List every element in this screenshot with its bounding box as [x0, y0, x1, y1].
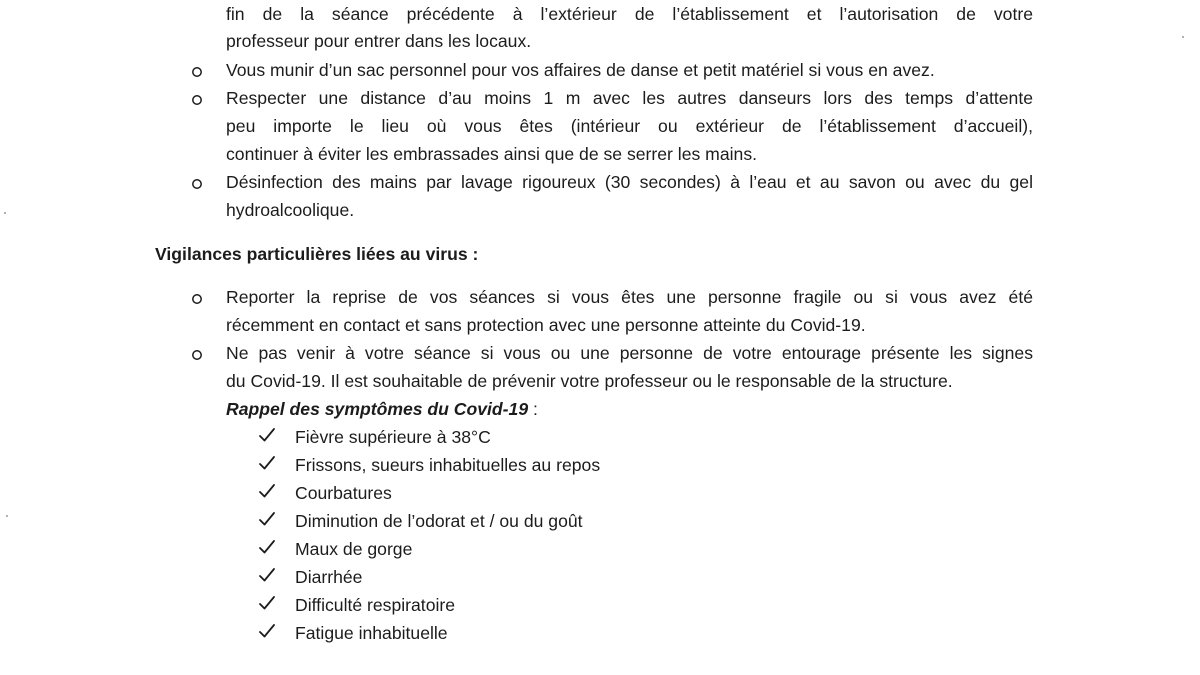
bullet-text-line: Ne pas venir à votre séance si vous ou une personne de votre entourage présente les signes	[226, 343, 1033, 363]
bullet-text-line: hydroalcoolique.	[226, 200, 355, 220]
checkmark-icon	[258, 426, 276, 444]
bullet-text-line: Vous munir d’un sac personnel pour vos affaires de danse et petit matériel si vous en avez.	[226, 60, 935, 80]
bullet-text-line: du Covid-19. Il est souhaitable de prévenir votre professeur ou le responsable de la structure.	[226, 371, 953, 391]
hollow-circle-bullet-icon	[191, 293, 203, 305]
checkmark-icon	[258, 454, 276, 472]
bullet-text-line: récemment en contact et sans protection avec une personne atteinte du Covid-19.	[226, 315, 866, 335]
bullet-text-line: Reporter la reprise de vos séances si vous êtes une personne fragile ou si vous avez été	[226, 287, 1033, 307]
intro-line-1: fin de la séance précédente à l’extérieur de l’établissement et l’autorisation de votre	[226, 4, 1033, 24]
hollow-circle-bullet-icon	[191, 66, 203, 78]
hollow-circle-bullet-icon	[191, 94, 203, 106]
bullet-text-line: Respecter une distance d’au moins 1 m avec les autres danseurs lors des temps d’attente	[226, 88, 1033, 108]
checkmark-icon	[258, 594, 276, 612]
symptom-item: Frissons, sueurs inhabituelles au repos	[295, 455, 601, 475]
symptoms-heading-title: Rappel des symptômes du Covid-19	[226, 399, 529, 419]
checkmark-icon	[258, 566, 276, 584]
symptom-item: Maux de gorge	[295, 539, 413, 559]
section-heading: Vigilances particulières liées au virus :	[155, 244, 479, 264]
symptoms-heading	[226, 395, 538, 423]
symptom-item: Diarrhée	[295, 567, 363, 587]
hollow-circle-bullet-icon	[191, 178, 203, 190]
checkmark-icon	[258, 510, 276, 528]
symptom-item: Diminution de l’odorat et / ou du goût	[295, 511, 583, 531]
symptom-item: Difficulté respiratoire	[295, 595, 456, 615]
scan-speck	[4, 212, 6, 214]
checkmark-icon	[258, 482, 276, 500]
symptom-item: Courbatures	[295, 483, 392, 503]
hollow-circle-bullet-icon	[191, 349, 203, 361]
scan-speck	[1182, 36, 1184, 38]
intro-line-2: professeur pour entrer dans les locaux.	[226, 31, 532, 51]
checkmark-icon	[258, 538, 276, 556]
bullet-text-line: Désinfection des mains par lavage rigoureux (30 secondes) à l’eau et au savon ou avec du gel	[226, 172, 1033, 192]
bullet-text-line: peu importe le lieu où vous êtes (intérieur ou extérieur de l’établissement d’accueil),	[226, 116, 1033, 136]
symptom-item: Fièvre supérieure à 38°C	[295, 427, 491, 447]
scan-speck	[6, 515, 8, 517]
checkmark-icon	[258, 622, 276, 640]
bullet-text-line: continuer à éviter les embrassades ainsi que de se serrer les mains.	[226, 144, 757, 164]
symptoms-heading-suffix: :	[528, 399, 538, 419]
symptom-item: Fatigue inhabituelle	[295, 623, 448, 643]
